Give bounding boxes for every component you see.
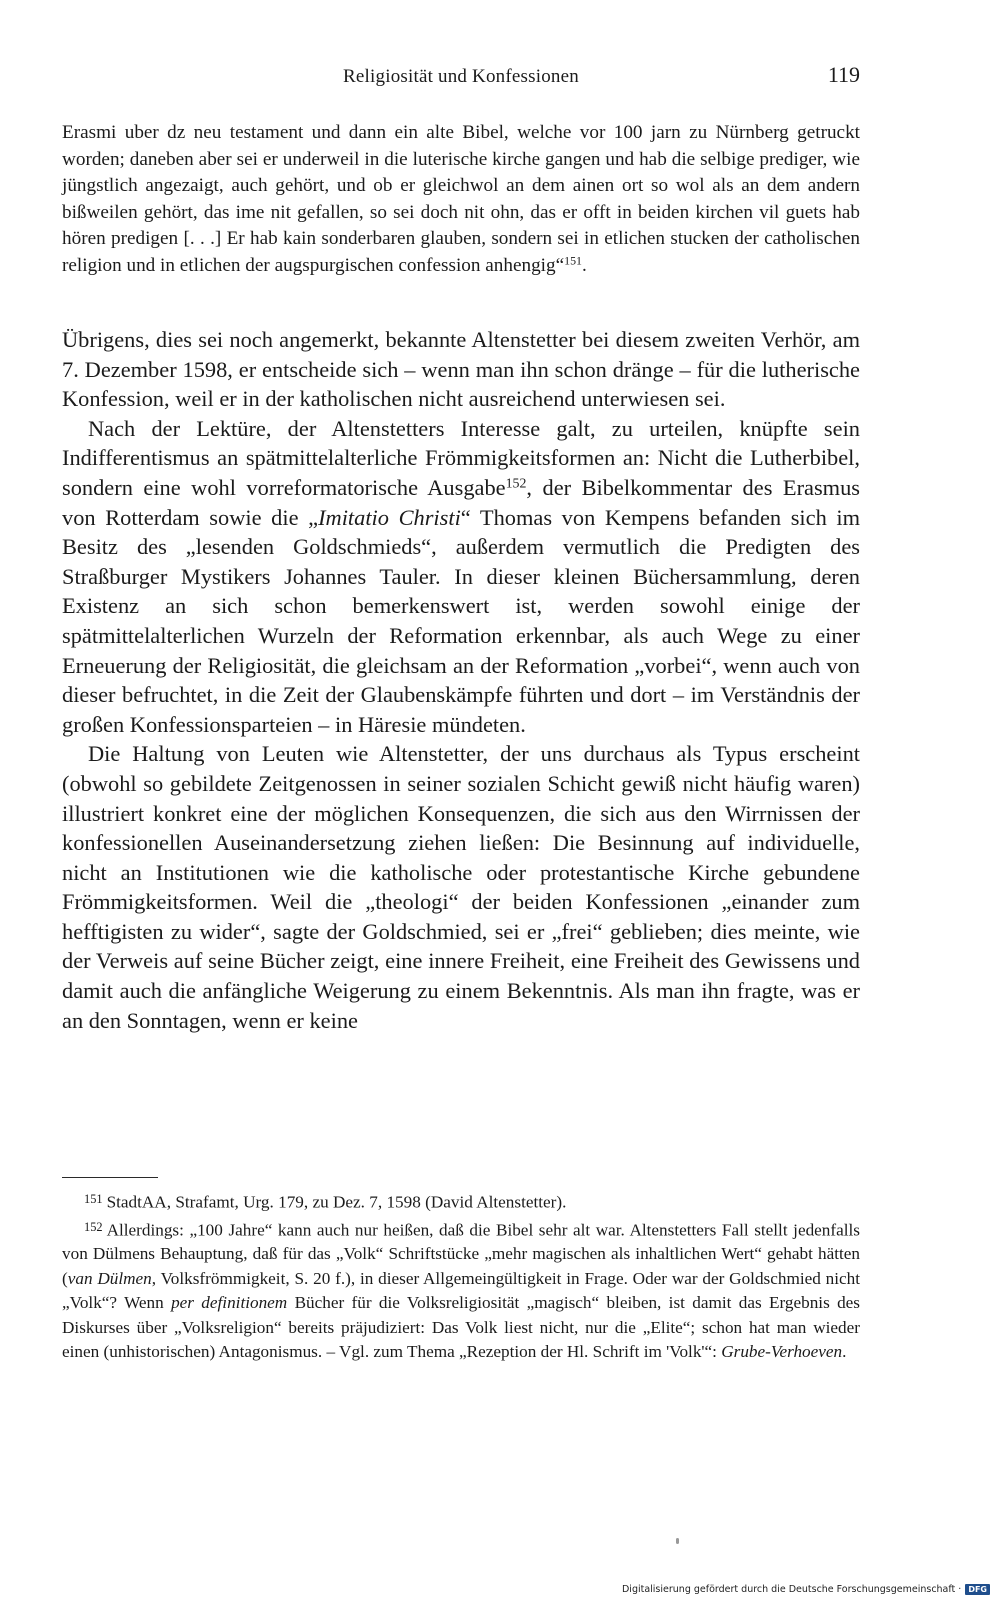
quote-end: . bbox=[581, 254, 587, 276]
footnote-divider bbox=[62, 1177, 158, 1178]
page-number: 119 bbox=[827, 62, 860, 87]
paragraph-2-part-b: , der Bibelkommentar des Erasmus von Rotterdam sowie die „ bbox=[62, 474, 860, 530]
footnotes bbox=[62, 1187, 860, 1365]
book-title-imitatio: Imitatio Christi bbox=[318, 504, 461, 530]
scan-speck bbox=[676, 1538, 679, 1544]
footnote-author-italic: van Dülmen bbox=[67, 1268, 152, 1288]
paragraph-2-part-a: Nach der Lektüre, der Altenstetters Interesse galt, zu urteilen, knüpfte sein Indifferentismus an spätmittelalterliche Frömmigkeitsformen an: Nicht die Lutherbibel, sondern eine wohl vorreformatorische Ausgabe bbox=[62, 415, 860, 500]
quote-paragraph bbox=[62, 120, 860, 280]
footnote-ref-author-italic: Grube-Verhoeven bbox=[721, 1342, 843, 1362]
page-header bbox=[62, 62, 860, 92]
paragraph-1: Übrigens, dies sei noch angemerkt, bekannte Altenstetter bei diesem zweiten Verhör, am 7. Dezember 1598, er entscheide sich – wenn man ihn schon dränge – für die lutherische Konfession, weil er in der katholischen nicht ausreichend unterwiesen sei. bbox=[62, 327, 860, 412]
digitization-footer bbox=[622, 1584, 990, 1595]
footnote-152-part-c: Bücher für die Volksreligiosität „magisch“ bleiben, ist damit das Ergebnis des Diskurses über „Volksreligion“ bereits präjudiziert: Das Volk liest nicht, nur die „Elite“; schon hat man wieder einen (unhistorischen) Antagonismus. – Vgl. zum Thema „Rezeption der Hl. Schrift im 'Volk'“: bbox=[62, 1293, 860, 1362]
block-quote bbox=[62, 120, 860, 280]
footnote-152-part-b: , Volksfrömmigkeit, S. 20 f.), in dieser Allgemeingültigkeit in Frage. Oder war der Goldschmied nicht „Volk“? Wenn bbox=[62, 1268, 860, 1313]
footnote-152-end: . bbox=[842, 1342, 847, 1362]
quote-text: Erasmi uber dz neu testament und dann ein alte Bibel, welche vor 100 jarn zu Nürnberg getruckt worden; daneben aber sei er underweil in die luterische kirche gangen und hab die selbige prediger, wie jüngstlich angezaigt, auch gehört, und ob er gleichwol an dem ainen ort so wol als an dem andern bißweilen gehört, das ime nit gefallen, so sei doch nit ohn, das er offt in beiden kirchen vil guets hab hören predigen [. . .] Er hab kain sonderbaren glauben, sondern sei in etlichen stucken der catholischen religion und in etlichen der augspurgischen confession anhengig“ bbox=[62, 122, 860, 276]
footnote-ref-152[interactable]: 152 bbox=[505, 476, 527, 492]
paragraph-2 bbox=[62, 414, 860, 740]
running-title: Religiosität und Konfessionen bbox=[343, 66, 579, 87]
footnote-latin-italic: per definitionem bbox=[171, 1293, 288, 1313]
footnote-ref-151[interactable]: 151 bbox=[564, 253, 582, 268]
footnote-number: 152 bbox=[84, 1219, 103, 1234]
paragraph-3: Die Haltung von Leuten wie Altenstetter, der uns durchaus als Typus erscheint (obwohl so gebildete Zeitgenossen in seiner sozialen Schicht gewiß nicht häufig waren) illustriert konkret eine der möglichen Konsequenzen, die sich aus den Wirrnissen der konfessionellen Auseinandersetzung ziehen ließen: Die Besinnung auf individuelle, nicht an Institutionen wie die katholische oder protestantische Kirche gebundene Frömmigkeitsformen. Weil die „theologi“ der beiden Konfessionen „einander zum hefftigisten zu wider“, sagte der Goldschmied, sei er „frei“ geblieben; dies meinte, wie der Verweis auf seine Bücher zeigt, eine innere Freiheit, eine Freiheit des Gewissens und damit auch die anfängliche Weigerung zu einem Bekenntnis. Als man ihn fragte, was er an den Sonntagen, wenn er keine bbox=[62, 741, 860, 1033]
paragraph-2-part-c: “ Thomas von Kempens befanden sich im Besitz des „lesenden Goldschmieds“, außerdem vermutlich die Predigten des Straßburger Mystikers Johannes Tauler. In dieser kleinen Büchersammlung, deren Existenz an sich schon bemerkenswert ist, werden sowohl einige der spätmittelalterlichen Wurzeln der Reformation erkennbar, als auch Wege zu einer Erneuerung der Religiosität, die gleichsam an der Reformation „vorbei“, wenn auch von dieser befruchtet, in die Zeit der Glaubenskämpfe führten und dort – im Verständnis der großen Konfessionsparteien – in Häresie mündeten. bbox=[62, 504, 861, 737]
footnote-152-part-a: Allerdings: „100 Jahre“ kann auch nur heißen, daß die Bibel sehr alt war. Altenstetters Fall stellt jedenfalls von Dülmens Behauptung, daß für das „Volk“ Schriftstücke „mehr magischen als inhaltlichen Wert“ gehabt hätten ( bbox=[62, 1220, 860, 1288]
footnote-152 bbox=[62, 1215, 860, 1365]
footnote-151 bbox=[62, 1187, 860, 1215]
footnote-number: 151 bbox=[84, 1192, 103, 1206]
body-text bbox=[62, 325, 860, 1035]
footer-credit: Digitalisierung gefördert durch die Deutsche Forschungsgemeinschaft · bbox=[621, 1584, 962, 1595]
dfg-logo-icon: DFG bbox=[965, 1584, 990, 1595]
footnote-151-text: StadtAA, Strafamt, Urg. 179, zu Dez. 7, 1598 (David Altenstetter). bbox=[106, 1192, 567, 1212]
